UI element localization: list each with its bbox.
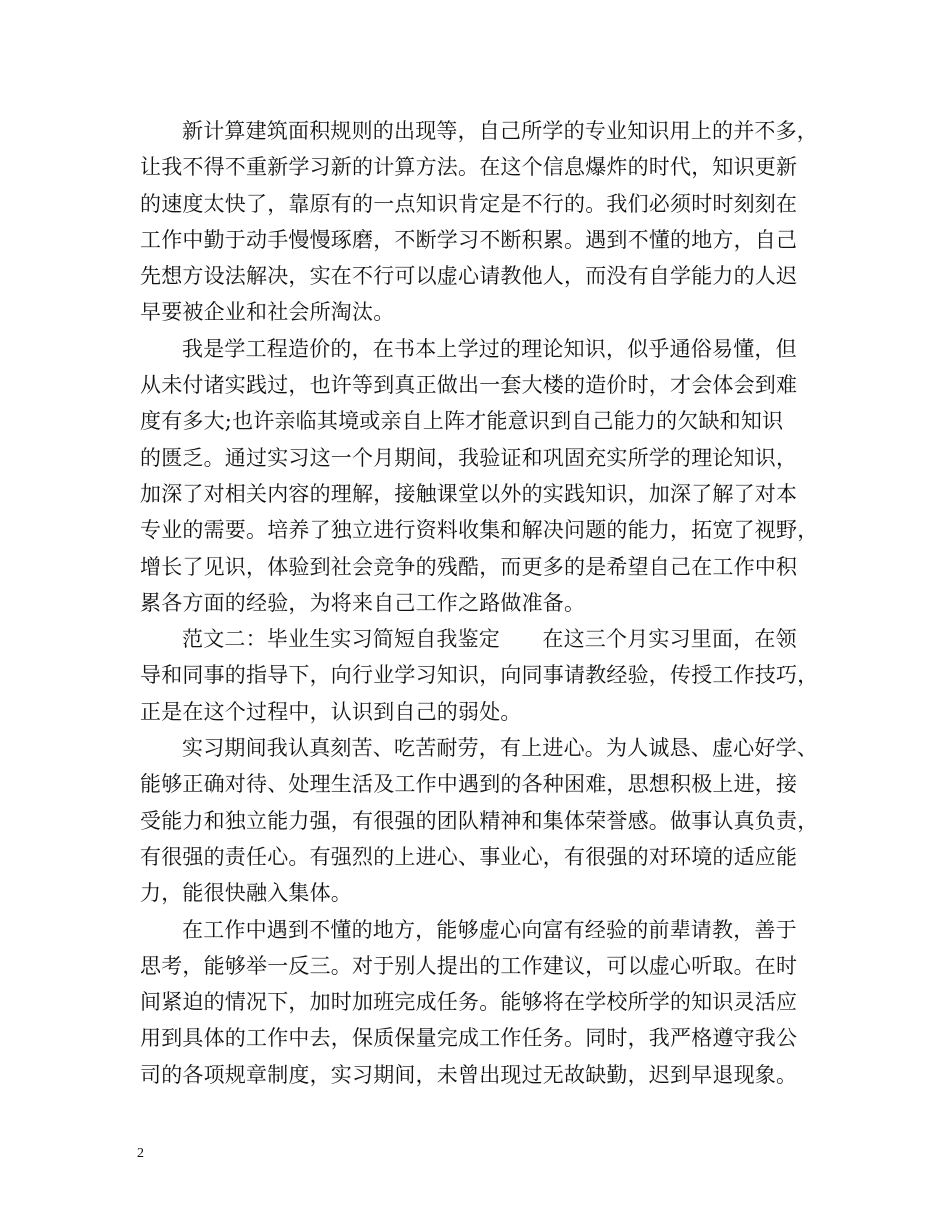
body-text	[140, 113, 830, 1093]
text-line: 力，能很快融入集体。	[140, 881, 352, 906]
text-line: 我是学工程造价的，在书本上学过的理论知识，似乎通俗易懂，但	[182, 336, 797, 361]
text-line: 早要被企业和社会所淘汰。	[140, 300, 395, 325]
text-line: 加深了对相关内容的理解，接触课堂以外的实践知识，加深了解了对本	[140, 481, 798, 506]
text-line: 有很强的责任心。有强烈的上进心、事业心，有很强的对环境的适应能	[140, 844, 798, 869]
text-line: 工作中勤于动手慢慢琢磨，不断学习不断积累。遇到不懂的地方，自己	[140, 227, 798, 252]
text-line: 的速度太快了，靠原有的一点知识肯定是不行的。我们必须时时刻刻在	[140, 191, 798, 216]
text-line: 用到具体的工作中去，保质保量完成工作任务。同时，我严格遵守我公	[140, 1026, 798, 1051]
text-line: 司的各项规章制度，实习期间，未曾出现过无故缺勤，迟到早退现象。	[140, 1062, 798, 1087]
text-line: 累各方面的经验，为将来自己工作之路做准备。	[140, 590, 586, 615]
text-line: 新计算建筑面积规则的出现等，自己所学的专业知识用上的并不多，	[182, 119, 818, 143]
text-line: 范文二：毕业生实习简短自我鉴定 在这三个月实习里面，在领	[182, 627, 797, 652]
text-line: 度有多大;也许亲临其境或亲自上阵才能意识到自己能力的欠缺和知识	[140, 409, 784, 434]
text-line: 导和同事的指导下，向行业学习知识，向同事请教经验，传授工作技巧，	[140, 663, 819, 688]
text-line: 从未付诸实践过，也许等到真正做出一套大楼的造价时，才会体会到难	[140, 373, 798, 398]
text-line: 让我不得不重新学习新的计算方法。在这个信息爆炸的时代，知识更新	[140, 155, 798, 180]
text-line: 实习期间我认真刻苦、吃苦耐劳，有上进心。为人诚恳、虚心好学、	[182, 736, 818, 761]
text-line: 思考，能够举一反三。对于别人提出的工作建议，可以虚心听取。在时	[140, 953, 798, 978]
text-line: 间紧迫的情况下，加时加班完成任务。能够将在学校所学的知识灵活应	[140, 990, 798, 1015]
text-line: 受能力和独立能力强，有很强的团队精神和集体荣誉感。做事认真负责，	[140, 808, 819, 833]
text-line: 先想方设法解决，实在不行可以虚心请教他人，而没有自学能力的人迟	[140, 264, 798, 289]
text-line: 的匮乏。通过实习这一个月期间，我验证和巩固充实所学的理论知识，	[140, 445, 798, 470]
page-number: 2	[137, 1146, 144, 1161]
text-line: 正是在这个过程中，认识到自己的弱处。	[140, 699, 522, 724]
text-line: 能够正确对待、处理生活及工作中遇到的各种困难，思想积极上进，接	[140, 772, 798, 797]
text-line: 增长了见识，体验到社会竞争的残酷，而更多的是希望自己在工作中积	[140, 554, 798, 579]
text-line: 专业的需要。培养了独立进行资料收集和解决问题的能力，拓宽了视野，	[140, 518, 819, 543]
text-line: 在工作中遇到不懂的地方，能够虚心向富有经验的前辈请教，善于	[182, 917, 797, 942]
